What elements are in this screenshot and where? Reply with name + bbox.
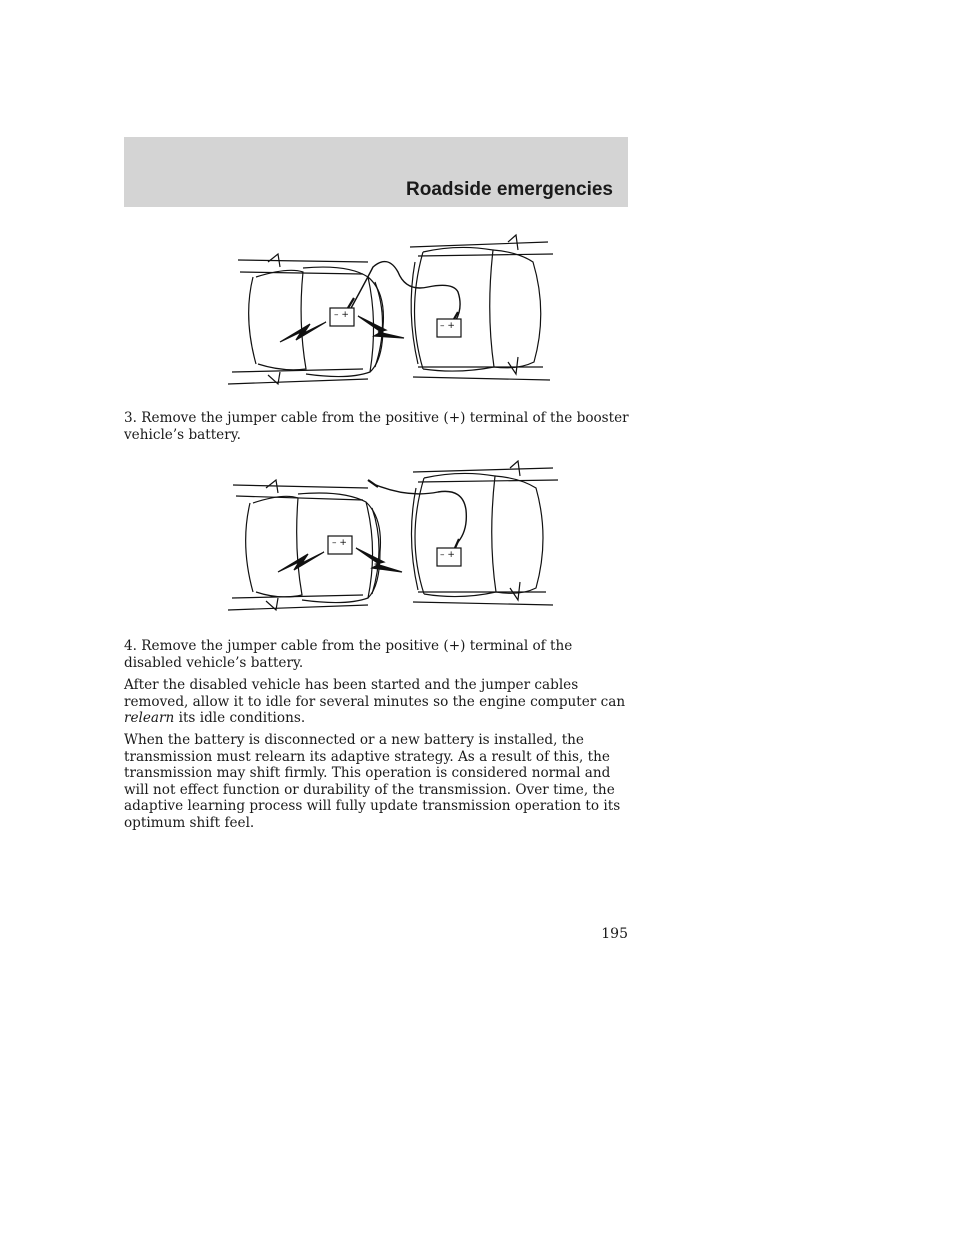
jumper-cable-diagram-1 [218,232,558,397]
transmission-note-paragraph: When the battery is disconnected or a new battery is installed, the transmission must relearn its adaptive strategy. As a result of this, the transmission may shift firmly. This operation is considered normal and will not effect function or durability of the transmission. Over time, the adaptive learning process will fully update transmission operation to its optimum shift feel. [124,732,621,831]
svg-text:– +: – + [440,321,455,331]
step-3-instruction: 3. Remove the jumper cable from the positive (+) terminal of the booster vehicle’s battery. [124,410,629,443]
booster-vehicle-illustration [411,461,558,605]
after-start-paragraph: After the disabled vehicle has been started and the jumper cables removed, allow it to idle for several minutes so the engine computer can relearn its idle conditions. [124,677,626,726]
svg-text:– +: – + [332,538,347,548]
lightning-icon [280,322,326,342]
jumper-cable-diagram-2 [218,460,563,625]
step-4-instruction: 4. Remove the jumper cable from the positive (+) terminal of the disabled vehicle’s battery. [124,638,573,671]
relearn-emphasis: relearn [124,710,175,726]
svg-text:– +: – + [334,310,349,320]
disabled-vehicle-illustration [228,480,380,610]
lightning-icon [358,316,404,338]
disabled-vehicle-illustration [228,254,383,384]
section-header-band [124,137,628,207]
page-number: 195 [601,926,628,942]
section-title: Roadside emergencies [406,179,613,200]
lightning-icon [278,552,324,572]
booster-vehicle-illustration [410,235,553,380]
svg-text:– +: – + [440,550,455,560]
